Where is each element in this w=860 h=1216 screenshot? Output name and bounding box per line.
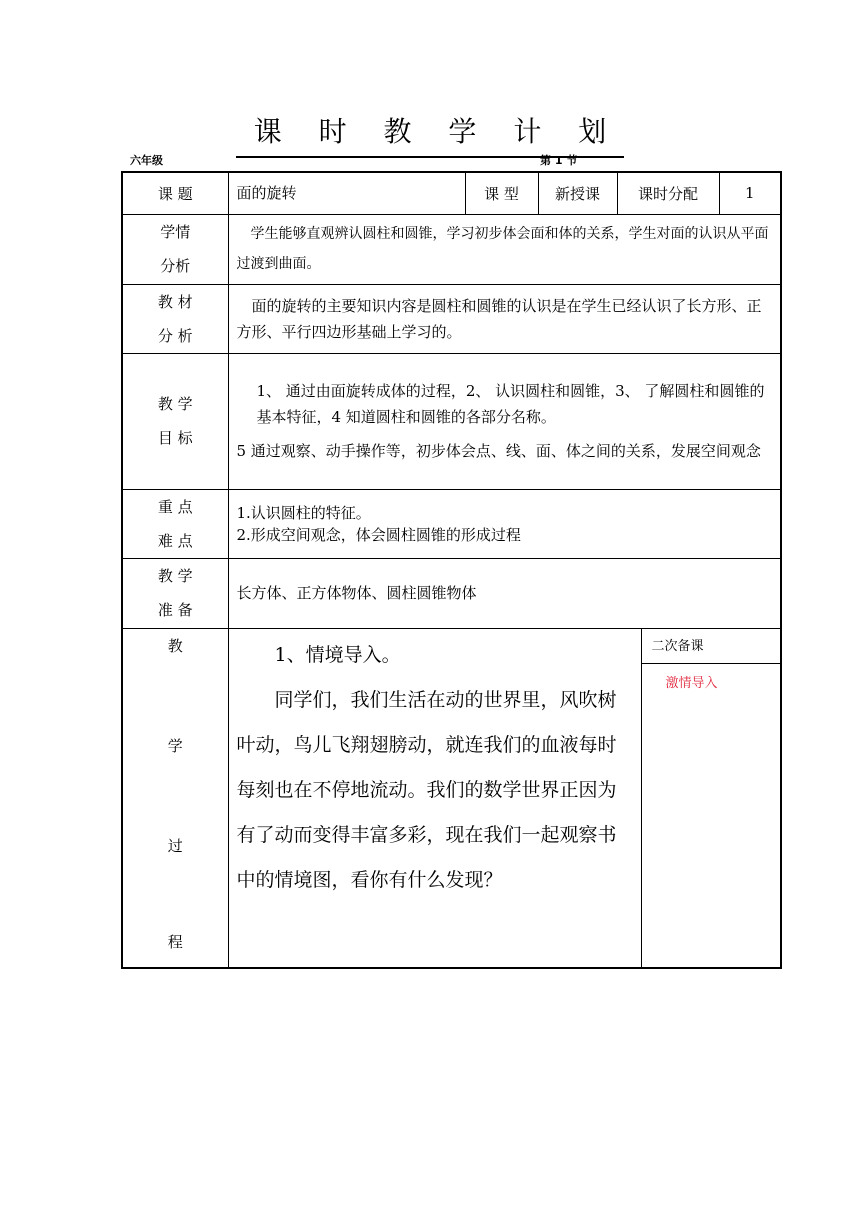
label-char: 程 xyxy=(167,932,183,951)
section-label: 第 1 节 xyxy=(540,154,578,167)
preparation-label xyxy=(122,558,228,628)
label-char: 学 xyxy=(167,736,183,755)
label-line: 教 材 xyxy=(157,292,193,311)
label-line: 难 点 xyxy=(157,531,193,550)
second-prep-label: 二次备课 xyxy=(642,629,781,664)
topic-label: 课 题 xyxy=(122,172,228,214)
process-text: 同学们，我们生活在动的世界里，风吹树叶动，鸟儿飞翔翅膀动，就连我们的血液每时每刻也在不停地流动。我们的数学世界正因为有了动而变得丰富多彩，现在我们一起观察书中的情境图，看你有什么发现？ xyxy=(236,688,617,891)
hours-value: 1 xyxy=(719,172,781,214)
label-line: 重 点 xyxy=(157,497,193,516)
type-label: 课 型 xyxy=(465,172,538,214)
key-point-row xyxy=(122,489,781,558)
teaching-goal-label xyxy=(122,353,228,489)
type-value: 新授课 xyxy=(538,172,617,214)
label-line: 目 标 xyxy=(157,429,193,447)
student-analysis-label xyxy=(122,214,228,284)
label-line: 教 学 xyxy=(157,395,193,413)
label-char: 教 xyxy=(167,636,183,655)
label-char: 过 xyxy=(167,836,183,855)
student-analysis-row xyxy=(122,214,781,284)
second-prep-column xyxy=(641,628,781,968)
key-line-2: 2.形成空间观念，体会圆柱圆锥的形成过程 xyxy=(236,525,521,544)
grade-label: 六年级 xyxy=(130,154,163,167)
student-analysis-text: 学生能够直观辨认圆柱和圆锥，学习初步体会面和体的关系，学生对面的认识从平面过渡到曲面。 xyxy=(228,214,781,284)
page-title: 课 时 教 学 计 划 xyxy=(0,110,860,158)
teaching-goal-text xyxy=(228,353,781,489)
material-analysis-label xyxy=(122,284,228,353)
label-line: 教 学 xyxy=(157,567,193,585)
material-analysis-text: 面的旋转的主要知识内容是圆柱和圆锥的认识是在学生已经认识了长方形、正方形、平行四边形基础上学习的。 xyxy=(228,284,781,353)
goal-line-1: 1、 通过由面旋转成体的过程，2、 认识圆柱和圆锥，3、 了解圆柱和圆锥的基本特征，4 知道圆柱和圆锥的各部分名称。 xyxy=(256,382,765,426)
key-point-label xyxy=(122,489,228,558)
material-analysis-row xyxy=(122,284,781,353)
label-line: 分 析 xyxy=(157,326,193,345)
teaching-process-label xyxy=(122,628,228,968)
preparation-text: 长方体、正方体物体、圆柱圆锥物体 xyxy=(228,558,781,628)
label-line: 准 备 xyxy=(157,601,193,619)
preparation-row xyxy=(122,558,781,628)
topic-value: 面的旋转 xyxy=(228,172,465,214)
lesson-plan-table xyxy=(121,171,782,969)
teaching-process-row xyxy=(122,628,781,968)
label-line: 分析 xyxy=(160,257,191,275)
key-line-1: 1.认识圆柱的特征。 xyxy=(236,503,371,522)
process-heading: 1、情境导入。 xyxy=(274,643,401,666)
goal-line-2: 5 通过观察、动手操作等，初步体会点、线、面、体之间的关系，发展空间观念 xyxy=(236,442,761,460)
topic-row xyxy=(122,172,781,214)
teaching-process-content xyxy=(228,628,641,968)
key-point-text xyxy=(228,489,781,558)
hours-label: 课时分配 xyxy=(617,172,719,214)
second-prep-note: 激情导入 xyxy=(665,675,718,691)
teaching-goal-row xyxy=(122,353,781,489)
label-line: 学情 xyxy=(160,223,191,241)
